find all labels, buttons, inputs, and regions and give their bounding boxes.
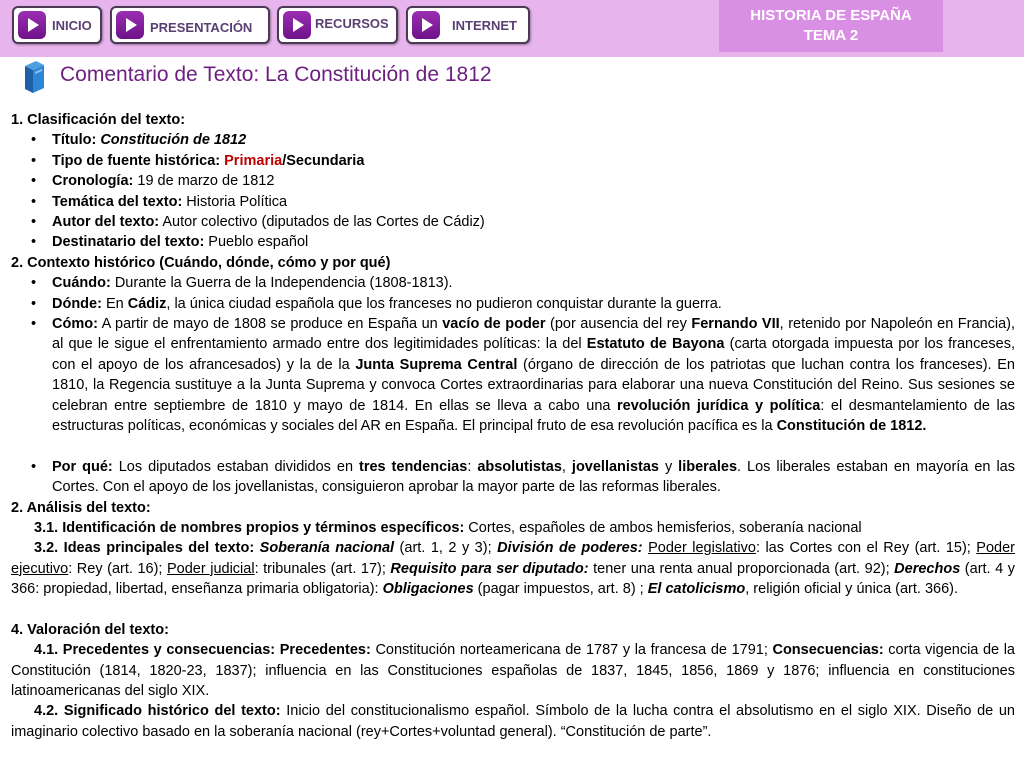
bullet-icon: • [31,213,37,230]
nav-inicio-label: INICIO [52,18,92,33]
commentary-body [11,110,1015,742]
section-heading: 4. Valoración del texto: [11,621,169,638]
course-name: HISTORIA DE ESPAÑA [750,7,912,24]
list-item: • Cronología: 19 de marzo de 1812 [11,171,1015,191]
course-badge [719,0,943,52]
list-item: • Temática del texto: Historia Política [11,192,1015,212]
play-icon [412,11,440,39]
nav-recursos-label: RECURSOS [315,16,389,31]
list-item: • Por qué: Los diputados estaban divididos en tres tendencias: absolutistas, jovellanistas y liberales. Los liberales estaban en mayoría en las Cortes. Con el apoyo de los jovellanistas, consiguieron aprobar la mayor parte de las reformas liberales. [31,458,1015,496]
paragraph: 3.1. Identificación de nombres propios y términos específicos: Cortes, españoles de ambos hemisferios, soberanía nacional [34,519,862,536]
section-heading: 1. Clasificación del texto: [11,112,186,128]
list-item: • Destinatario del texto: Pueblo español [11,232,1015,252]
bullet-icon: • [31,132,37,149]
bullet-icon: • [31,295,37,312]
section-heading: 2. Análisis del texto: [11,499,151,516]
nav-presentacion-label: PRESENTACIÓN [150,20,253,35]
nav-recursos-button[interactable] [277,6,398,44]
paragraph: 4.1. Precedentes y consecuencias: Precedentes: Constitución norteamericana de 1787 y la francesa de 1791; Consecuencias: corta vigencia de la Constitución (1814, 1820-23, 1837); influencia en las Constituciones españolas de 1837, 1845, 1856, 1869 y 1876; influencia en constituciones latinoamericanas del siglo XIX. [11,642,1015,700]
nav-presentacion-button[interactable] [110,6,270,44]
nav-internet-button[interactable] [406,6,530,44]
list-item: • Título: Constitución de 1812 [11,130,1015,150]
section-heading: 2. Contexto histórico (Cuándo, dónde, cómo y por qué) [11,254,391,271]
list-item: • Cómo: A partir de mayo de 1808 se produce en España un vacío de poder (por ausencia del rey Fernando VII, retenido por Napoleón en Francia), al que le sigue el enfrentamiento armado entre dos legitimidades políticas: la del Estatuto de Bayona (carta otorgada impuesta por los franceses, con el apoyo de los afrancesados) y la de la Junta Suprema Central (órgano de dirección de los patriotas que luchan contra los franceses). En 1810, la Regencia sustituye a la Junta Suprema y convoca Cortes extraordinarias para elaborar una nueva Constitución del Reino. Sus sesiones se celebran entre septiembre de 1810 y mayo de 1814. En ellas se lleva a cabo una revolución jurídica y política: el desmantelamiento de las estructuras políticas, económicas y sociales del AR en España. El principal fruto de esa revolución pacífica es la Constitución de 1812. [31,315,1015,434]
bullet-icon: • [31,152,37,169]
course-unit: TEMA 2 [803,27,859,44]
bullet-icon: • [31,193,37,210]
play-icon [116,11,144,39]
list-item: • Dónde: En Cádiz, la única ciudad española que los franceses no pudieron conquistar durante la guerra. [11,294,1015,314]
paragraph: 4.2. Significado histórico del texto: Inicio del constitucionalismo español. Símbolo de la lucha contra el absolutismo en el siglo XIX. Diseño de un imaginario colectivo basado en la soberanía nacional (rey+Cortes+voluntad general). “Constitución de parte”. [11,703,1015,740]
bullet-icon: • [31,458,37,475]
nav-inicio-button[interactable] [12,6,102,44]
list-item: • Autor del texto: Autor colectivo (diputados de las Cortes de Cádiz) [11,212,1015,232]
paragraph: 3.2. Ideas principales del texto: Soberanía nacional (art. 1, 2 y 3); División de poderes: Poder legislativo: las Cortes con el Rey (art. 15); Poder ejecutivo: Rey (art. 16); Poder judicial: tribunales (art. 17); Requisito para ser diputado: tener una renta anual proporcionada (art. 92); Derechos (art. 4 y 366: propiedad, libertad, enseñanza primaria obligatoria): Obligaciones (pagar impuestos, art. 8) ; El catolicismo, religión oficial y única (art. 366). [11,540,1015,598]
nav-internet-label: INTERNET [452,18,517,33]
play-icon [283,11,311,39]
list-item: • Cuándo: Durante la Guerra de la Independencia (1808-1813). [11,273,1015,293]
bullet-icon: • [31,275,37,292]
list-item: • Tipo de fuente histórica: Primaria/Secundaria [11,151,1015,171]
bullet-icon: • [31,173,37,190]
page-title: Comentario de Texto: La Constitución de 1812 [60,63,492,86]
book-icon [22,60,46,94]
top-navigation-bar [0,0,1024,57]
bullet-icon: • [31,315,37,332]
play-icon [18,11,46,39]
bullet-icon: • [31,234,37,251]
